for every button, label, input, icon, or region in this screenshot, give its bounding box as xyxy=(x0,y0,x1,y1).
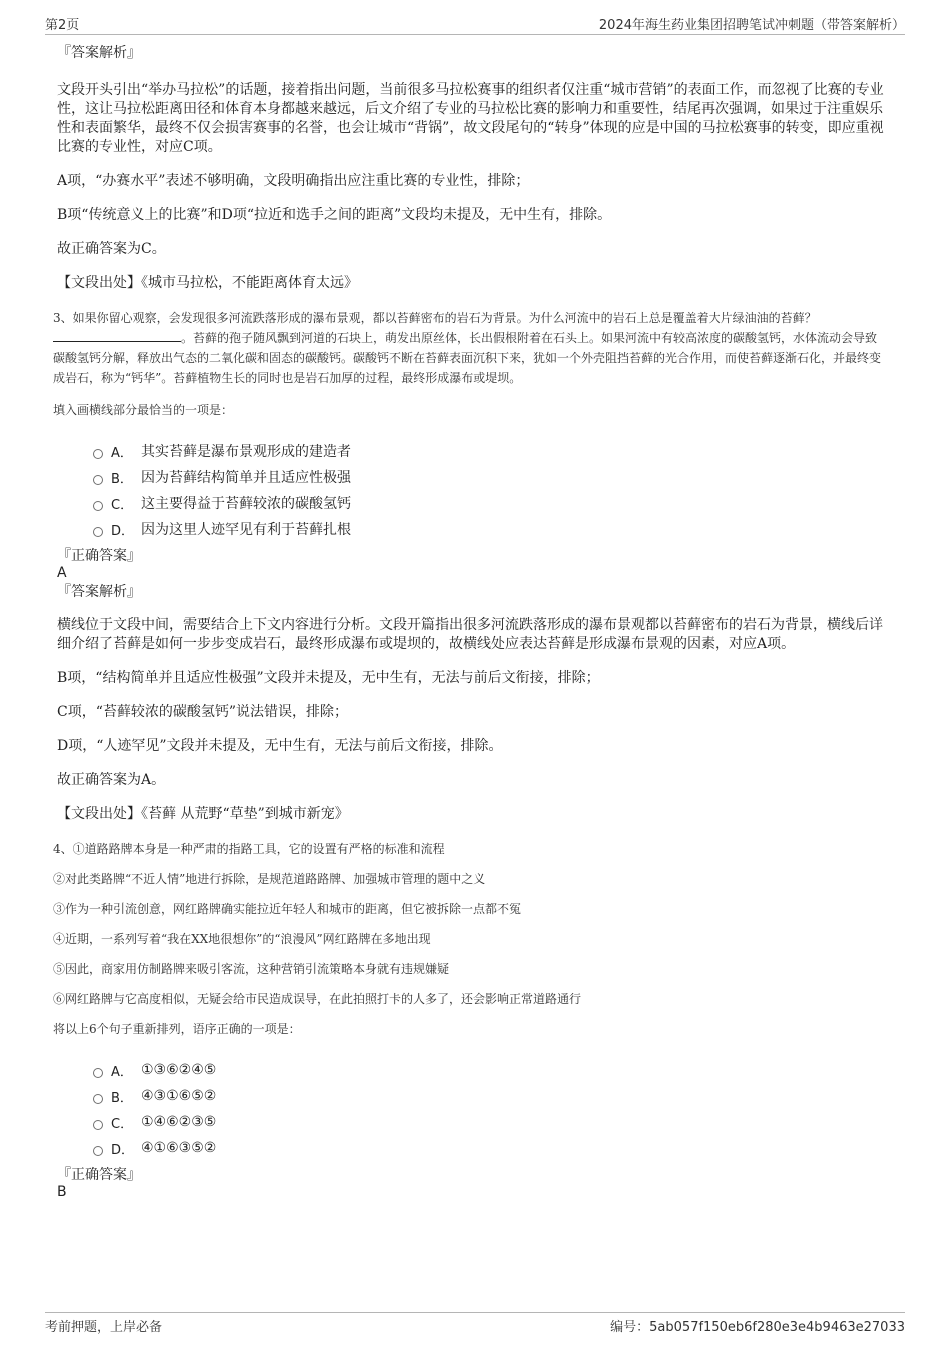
q4-prompt: 将以上6个句子重新排列，语序正确的一项是： xyxy=(53,1022,301,1036)
q3-text-after: 。苔藓的孢子随风飘到河道的石块上，萌发出原丝体，长出假根附着在石头上。如果河流中有较高浓度的碳酸氢钙，水体流动会导致碳酸氢钙分解，释放出气态的二氧化碳和固态的碳酸钙。碳酸钙不断在苔藓表面沉积下来，犹如一个外壳阻挡苔藓的光合作用，而使苔藓逐渐石化，并最终变成岩石，称为“钙华”。苔藓植物生长的同时也是岩石加厚的过程，最终形成瀑布或堤坝。 xyxy=(53,331,882,385)
q3-analysis-label: 『答案解析』 xyxy=(57,584,141,600)
q3-option-b[interactable] xyxy=(93,464,887,490)
page-header xyxy=(45,12,905,35)
q4-sentence: ④近期，一系列写着“我在XX地很想你”的“浪漫风”网红路牌在多地出现 xyxy=(53,932,431,946)
option-letter: B． xyxy=(111,471,133,487)
q2-analysis-label: 『答案解析』 xyxy=(57,45,141,61)
q4-option-c[interactable] xyxy=(93,1109,887,1135)
option-text: ④①⑥③⑤② xyxy=(141,1140,217,1156)
q3-answer-label: 『正确答案』 xyxy=(57,548,141,564)
radio-icon[interactable] xyxy=(93,527,103,537)
q3-analysis-paragraph: C项，“苔藓较浓的碳酸氢钙”说法错误，排除； xyxy=(57,704,349,720)
q3-analysis-paragraph: 横线位于文段中间，需要结合上下文内容进行分析。文段开篇指出很多河流跌落形成的瀑布景观都以苔藓密布的岩石为背景，横线后详细介绍了苔藓是如何一步步变成岩石，最终形成瀑布或堤坝的，故横线处应表达苔藓是形成瀑布景观的因素，对应A项。 xyxy=(57,617,883,652)
question-4 xyxy=(53,839,887,1039)
radio-icon[interactable] xyxy=(93,449,103,459)
radio-icon[interactable] xyxy=(93,1068,103,1078)
q4-sentence: ③作为一种引流创意，网红路牌确实能拉近年轻人和城市的距离，但它被拆除一点都不冤 xyxy=(53,902,522,916)
q2-source: 【文段出处】《城市马拉松，不能距离体育太远》 xyxy=(57,275,358,291)
page-content xyxy=(53,44,887,1202)
page-footer xyxy=(45,1312,905,1337)
option-text: ④③①⑥⑤② xyxy=(141,1088,217,1104)
radio-icon[interactable] xyxy=(93,1120,103,1130)
option-text: 因为苔藓结构简单并且适应性极强 xyxy=(141,470,351,486)
q3-option-a[interactable] xyxy=(93,438,887,464)
q2-analysis-paragraph: 故正确答案为C。 xyxy=(57,241,166,257)
q3-answer: A xyxy=(57,565,67,581)
q4-options xyxy=(93,1057,887,1161)
option-letter: D． xyxy=(111,1142,135,1158)
q4-answer: B xyxy=(57,1184,67,1200)
option-letter: A． xyxy=(111,445,133,461)
option-letter: D． xyxy=(111,523,135,539)
q3-analysis-paragraph: 故正确答案为A。 xyxy=(57,772,166,788)
q3-option-d[interactable] xyxy=(93,516,887,542)
q4-sentence: ⑤因此，商家用仿制路牌来吸引客流，这种营销引流策略本身就有违规嫌疑 xyxy=(53,962,450,976)
q2-analysis-paragraph: A项，“办赛水平”表述不够明确，文段明确指出应注重比赛的专业性，排除； xyxy=(57,173,530,189)
option-letter: B． xyxy=(111,1090,133,1106)
document-title: 2024年海生药业集团招聘笔试冲刺题（带答案解析） xyxy=(598,18,905,33)
q2-analysis-paragraph: B项“传统意义上的比赛”和D项“拉近和选手之间的距离”文段均未提及，无中生有，排除。 xyxy=(57,207,612,223)
fill-blank-line xyxy=(53,329,181,342)
q3-text xyxy=(53,308,887,388)
radio-icon[interactable] xyxy=(93,1146,103,1156)
q4-option-b[interactable] xyxy=(93,1083,887,1109)
option-letter: C． xyxy=(111,1116,134,1132)
question-3 xyxy=(53,308,887,420)
radio-icon[interactable] xyxy=(93,1094,103,1104)
radio-icon[interactable] xyxy=(93,501,103,511)
footer-slogan: 考前押题，上岸必备 xyxy=(45,1320,163,1335)
q2-analysis-paragraph: 文段开头引出“举办马拉松”的话题，接着指出问题，当前很多马拉松赛事的组织者仅注重“城市营销”的表面工作，而忽视了比赛的专业性，这让马拉松距离田径和体育本身都越来越远，后文介绍了专业的马拉松比赛的影响力和重要性，结尾再次强调，如果过于注重娱乐性和表面繁华，最终不仅会损害赛事的名誉，也会让城市“背锅”，故文段尾句的“转身”体现的应是中国的马拉松赛事的转变，即应重视比赛的专业性，对应C项。 xyxy=(57,82,884,155)
option-text: ①③⑥②④⑤ xyxy=(141,1062,217,1078)
q3-analysis-paragraph: B项，“结构简单并且适应性极强”文段并未提及，无中生有，无法与前后文衔接，排除； xyxy=(57,670,600,686)
radio-icon[interactable] xyxy=(93,475,103,485)
q3-source: 【文段出处】《苔藓 从荒野“草垫”到城市新宠》 xyxy=(57,806,349,822)
option-text: 这主要得益于苔藓较浓的碳酸氢钙 xyxy=(141,496,351,512)
q4-answer-label: 『正确答案』 xyxy=(57,1167,141,1183)
option-text: 因为这里人迹罕见有利于苔藓扎根 xyxy=(141,522,351,538)
option-letter: C． xyxy=(111,497,134,513)
option-letter: A． xyxy=(111,1064,133,1080)
q4-option-a[interactable] xyxy=(93,1057,887,1083)
q3-text-before: 3、如果你留心观察，会发现很多河流跌落形成的瀑布景观，都以苔藓密布的岩石为背景。为什么河流中的岩石上总是覆盖着大片绿油油的苔藓？ xyxy=(53,311,817,325)
option-text: ①④⑥②③⑤ xyxy=(141,1114,217,1130)
q3-option-c[interactable] xyxy=(93,490,887,516)
q4-sentence: 4、①道路路牌本身是一种严肃的指路工具，它的设置有严格的标准和流程 xyxy=(53,842,445,856)
q4-sentence: ②对此类路牌“不近人情”地进行拆除，是规范道路路牌、加强城市管理的题中之义 xyxy=(53,872,486,886)
document-id: 编号：5ab057f150eb6f280e3e4b9463e27033 xyxy=(610,1320,905,1335)
q4-option-d[interactable] xyxy=(93,1135,887,1161)
page-number: 第2页 xyxy=(45,18,80,33)
q4-sentence: ⑥网红路牌与它高度相似，无疑会给市民造成误导，在此拍照打卡的人多了，还会影响正常道路通行 xyxy=(53,992,582,1006)
q3-prompt: 填入画横线部分最恰当的一项是： xyxy=(53,403,234,417)
q3-analysis-paragraph: D项，“人迹罕见”文段并未提及，无中生有，无法与前后文衔接，排除。 xyxy=(57,738,503,754)
q3-options xyxy=(93,438,887,542)
option-text: 其实苔藓是瀑布景观形成的建造者 xyxy=(141,444,351,460)
